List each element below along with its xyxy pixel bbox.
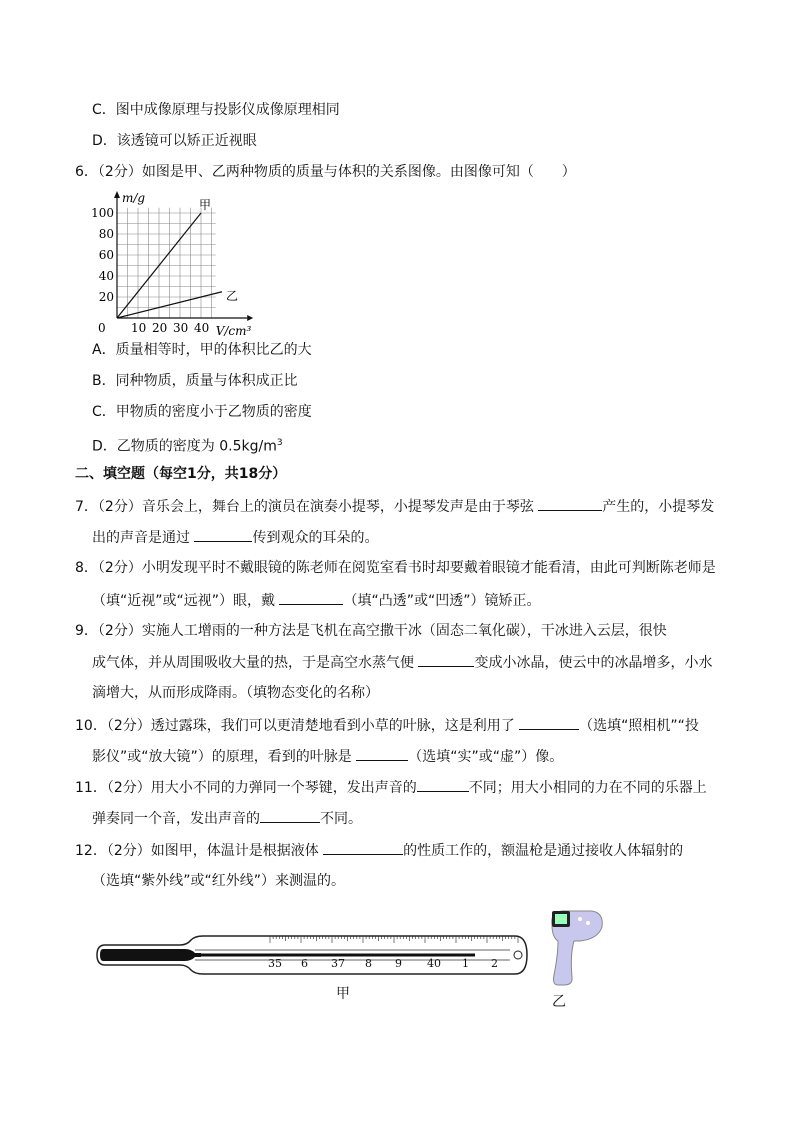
q8-line-2 [92, 590, 540, 611]
q10-text-1a: 10．（2分）透过露珠，我们可以更清楚地看到小草的叶脉，这是利用了 [75, 718, 520, 734]
y-tick-label: 60 [98, 248, 114, 262]
thermometer-caption: 甲 [336, 986, 350, 1002]
q5-option-c: C．图中成像原理与投影仪成像原理相同 [92, 102, 340, 118]
scale-label: 2 [491, 957, 498, 970]
scale-label: 1 [462, 957, 469, 970]
q6-option-a: A．质量相等时，甲的体积比乙的大 [92, 342, 312, 358]
gun-display [555, 914, 567, 924]
q12-line-2: （选填“紫外线”或“红外线”）来测温的。 [92, 873, 346, 889]
q7-text-1b: 产生的，小提琴发 [602, 499, 715, 515]
q7-text-2b: 传到观众的耳朵的。 [252, 530, 379, 546]
q11-line-1 [75, 777, 707, 798]
thermometer-illustration [95, 930, 535, 980]
q11-line-2 [92, 808, 362, 829]
y-tick-label: 20 [98, 290, 114, 304]
scale-label: 9 [395, 957, 402, 970]
y-axis-arrow [114, 191, 120, 198]
y-tick-label: 40 [98, 269, 114, 283]
q6-stem: 6．（2分）如图是甲、乙两种物质的质量与体积的关系图像。由图像可知（ ） [75, 164, 576, 180]
q9-line-2 [92, 652, 712, 673]
q7-text-2a: 出的声音是通过 [92, 530, 195, 546]
x-tick-label: 40 [194, 321, 210, 335]
q9-blank[interactable] [418, 652, 474, 667]
q9-line-1: 9．（2分）实施人工增雨的一种方法是飞机在高空撒干冰（固态二氧化碳），干冰进入云层，很快 [75, 623, 667, 639]
y-axis-label: m/g [122, 191, 146, 205]
q12-text-1b: 的性质工作的，额温枪是通过接收人体辐射的 [403, 843, 684, 859]
q8-text-2b: （填“凸透”或“凹透”）镜矫正。 [343, 593, 541, 609]
q10-text-1b: （选填“照相机”“投 [579, 718, 699, 734]
q10-line-1 [75, 715, 699, 736]
q11-blank-2[interactable] [260, 808, 320, 823]
q8-blank[interactable] [279, 590, 343, 605]
q6-option-d-superscript: 3 [276, 438, 283, 448]
q6-option-b: B．同种物质，质量与体积成正比 [92, 373, 298, 389]
x-axis-label: V/cm³ [215, 324, 252, 338]
q10-text-2b: （选填“实”或“虚”）像。 [408, 749, 564, 765]
scale-label: 37 [331, 957, 345, 970]
q10-blank-1[interactable] [519, 715, 579, 730]
q10-line-2 [92, 746, 563, 767]
q11-text-2a: 弹奏同一个音，发出声音的 [92, 811, 260, 827]
q10-text-2a: 影仪”或“放大镜”）的原理，看到的叶脉是 [92, 749, 357, 765]
gun-caption: 乙 [552, 994, 566, 1010]
section-heading: 二、填空题（每空1分，共18分） [75, 466, 287, 482]
q11-text-1b: 不同；用大小相同的力在不同的乐器上 [468, 780, 707, 796]
q7-text-1a: 7．（2分）音乐会上，舞台上的演员在演奏小提琴，小提琴发声是由于琴弦 [75, 499, 539, 515]
x-axis-arrow [247, 315, 253, 321]
q9-text-2a: 成气体，并从周围吸收大量的热，于是高空水蒸气便 [92, 655, 419, 671]
scale-label: 40 [427, 957, 441, 970]
gun-button [586, 921, 590, 925]
q7-line-1 [75, 496, 714, 517]
q6-option-c: C．甲物质的密度小于乙物质的密度 [92, 404, 312, 420]
q6-option-d [92, 433, 283, 457]
forehead-thermometer-illustration [540, 905, 610, 990]
gun-button [578, 917, 582, 921]
q12-line-1 [75, 840, 683, 861]
q7-line-2 [92, 527, 378, 548]
scale-label: 8 [365, 957, 372, 970]
q6-option-d-text: D．乙物质的密度为 0.5kg/m [92, 438, 277, 455]
mass-volume-chart [91, 190, 275, 338]
q7-blank-1[interactable] [538, 496, 602, 511]
q7-blank-2[interactable] [194, 527, 252, 542]
scale-label: 6 [301, 957, 308, 970]
scale-label: 35 [268, 957, 282, 970]
series-label: 甲 [199, 198, 212, 212]
y-tick-label: 80 [98, 227, 114, 241]
x-tick-label: 10 [131, 321, 147, 335]
q12-text-1a: 12．（2分）如图甲，体温计是根据液体 [75, 843, 324, 859]
y-tick-label: 100 [91, 206, 114, 220]
q11-text-2b: 不同。 [320, 811, 362, 827]
q9-line-3: 滴增大，从而形成降雨。（填物态变化的名称） [92, 685, 379, 701]
q5-option-d: D．该透镜可以矫正近视眼 [92, 133, 257, 149]
x-tick-label: 30 [173, 321, 189, 335]
thermometer-bulb [100, 949, 201, 961]
x-tick-label: 20 [152, 321, 168, 335]
x-tick-label: 0 [98, 321, 106, 335]
series-label: 乙 [226, 288, 239, 303]
q8-line-1: 8．（2分）小明发现平时不戴眼镜的陈老师在阅览室看书时却要戴着眼镜才能看清，由此可判断陈老师是 [75, 560, 716, 576]
q9-text-2b: 变成小冰晶，使云中的冰晶增多，小水 [474, 655, 713, 671]
q11-text-1a: 11．（2分）用大小不同的力弹同一个琴键，发出声音的 [75, 780, 417, 796]
q11-blank-1[interactable] [417, 777, 469, 792]
q12-blank-1[interactable] [323, 840, 403, 855]
chart-grid [117, 208, 216, 318]
q8-text-2a: （填“近视”或“远视”）眼，戴 [92, 593, 280, 609]
q10-blank-2[interactable] [356, 746, 408, 761]
